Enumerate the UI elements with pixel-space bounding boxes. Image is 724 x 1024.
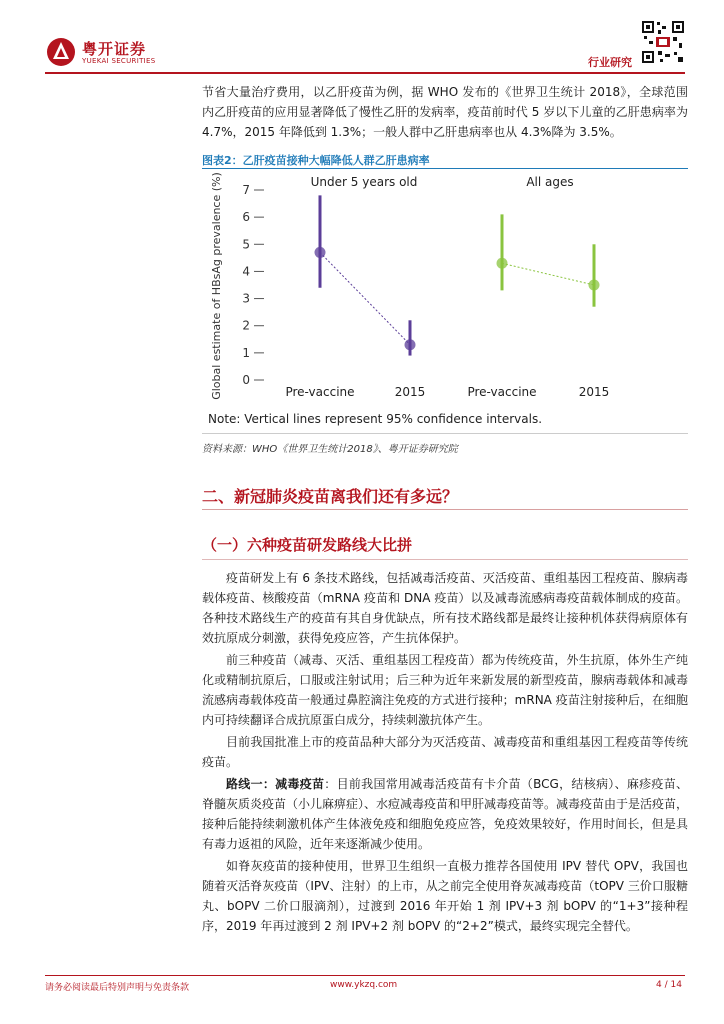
chart-panel: [467, 175, 609, 399]
header-rule: [45, 72, 685, 74]
section-heading-rule: [202, 509, 688, 510]
route-one-text: ：目前我国常用减毒活疫苗有卡介苗（BCG，结核病）、麻疹疫苗、脊髓灰质炎疫苗（小儿麻痹症）、水痘减毒疫苗和甲肝减毒疫苗等。减毒疫苗由于是活疫苗，接种后能持续刺激机体产生体液免疫和细胞免疫应答，免疫效果较好，作用时间长，但是具有毒力返祖的风险，近年来逐渐减少使用。: [202, 777, 689, 851]
x-tick-label: Pre-vaccine: [467, 385, 537, 399]
panel-title: Under 5 years old: [310, 175, 418, 189]
brand-name-en: YUEKAI SECURITIES: [82, 57, 156, 65]
y-tick-label: 4: [242, 264, 250, 279]
footer-rule: [45, 975, 685, 976]
route-one-lead: 路线一：减毒疫苗: [226, 777, 325, 791]
paragraph-approved-vaccines: 目前我国批准上市的疫苗品种大部分为灭活疫苗、减毒疫苗和重组基因工程疫苗等传统疫苗。: [202, 735, 688, 769]
y-tick-label: 7: [242, 183, 250, 197]
data-point: [405, 339, 416, 350]
trend-line: [502, 263, 594, 285]
figure-source: 资料来源：WHO《世界卫生统计2018》、粤开证券研究院: [202, 444, 458, 455]
y-tick-label: 1: [242, 345, 250, 360]
x-tick-label: 2015: [578, 385, 610, 399]
paragraph-vaccine-types: 前三种疫苗（减毒、灭活、重组基因工程疫苗）都为传统疫苗，外生抗原，体外生产纯化或精制抗原后，口服或注射试用；后三种为近年来新发展的新型疫苗，腺病毒载体和减毒流感病毒载体疫苗一般通过鼻腔滴注免疫的方式进行接种；mRNA 疫苗注射接种后，在细胞内可持续翻译合成抗原蛋白成分，持续刺激抗体产生。: [202, 653, 688, 727]
figure-bottom-rule: [202, 433, 688, 434]
y-tick-label: 5: [242, 237, 250, 252]
subsection-heading: （一）六种疫苗研发路线大比拼: [202, 536, 413, 554]
y-axis-label: Global estimate of HBsAg prevalence (%): [210, 172, 223, 400]
chart-note: Note: Vertical lines represent 95% confidence intervals.: [208, 412, 543, 426]
panel-title: All ages: [526, 175, 574, 189]
data-point: [315, 247, 326, 258]
x-tick-label: Pre-vaccine: [285, 385, 355, 399]
x-tick-label: 2015: [394, 385, 426, 399]
report-section-tag: 行业研究: [588, 56, 632, 69]
paragraph-route-one: [202, 774, 688, 854]
page-number: 4 / 14: [656, 980, 682, 990]
intro-paragraph: 节省大量治疗费用，以乙肝疫苗为例，据 WHO 发布的《世界卫生统计 2018》，全球范围内乙肝疫苗的应用显著降低了慢性乙肝的发病率，疫苗前时代 5 岁以下儿童的乙肝患病率为 4.7%，2015 年降低到 1.3%；一般人群中乙肝患病率也从 4.3%降为 3.5%。: [202, 85, 688, 139]
data-point: [589, 280, 600, 291]
subsection-heading-rule: [202, 559, 688, 560]
section-heading: 二、新冠肺炎疫苗离我们还有多远？: [202, 487, 459, 506]
footer-disclaimer[interactable]: 请务必阅读最后特别声明与免责条款: [45, 983, 190, 993]
y-tick-label: 0: [242, 373, 250, 387]
chart-panel: [285, 175, 425, 399]
footer-url[interactable]: www.ykzq.com: [330, 980, 398, 990]
brand-name-cn: 粤开证券: [82, 40, 147, 58]
figure-title: 图表2：乙肝疫苗接种大幅降低人群乙肝患病率: [202, 154, 430, 167]
hbsag-prevalence-chart: [202, 168, 688, 432]
qr-code-icon: [641, 20, 685, 64]
paragraph-polio-vaccine: 如脊灰疫苗的接种使用，世界卫生组织一直极力推荐各国使用 IPV 替代 OPV，我国也随着灭活脊灰疫苗（IPV、注射）的上市，从之前完全使用脊灰减毒疫苗（tOPV 三价口服糖丸、bOPV 二价口服滴剂），过渡到 2016 年开始 1 剂 IPV+3 剂 bOPV 的“1+3”接种程序，2019 年再过渡到 2 剂 IPV+2 剂 bOPV 的“2+2”模式，最终实现完全替代。: [202, 859, 688, 933]
y-tick-label: 3: [242, 291, 250, 306]
paragraph-tech-routes: 疫苗研发上有 6 条技术路线，包括减毒活疫苗、灭活疫苗、重组基因工程疫苗、腺病毒载体疫苗、核酸疫苗（mRNA 疫苗和 DNA 疫苗）以及减毒流感病毒疫苗载体制成的疫苗。各种技术路线生产的疫苗有其自身优缺点，所有技术路线都是最终让接种机体获得病原体有效抗原成分刺激，获得免疫应答，产生抗体保护。: [202, 571, 688, 645]
trend-line: [320, 252, 410, 344]
brand-logo-icon: [46, 37, 76, 67]
y-tick-label: 6: [242, 210, 250, 225]
data-point: [497, 258, 508, 269]
y-tick-label: 2: [242, 318, 250, 333]
